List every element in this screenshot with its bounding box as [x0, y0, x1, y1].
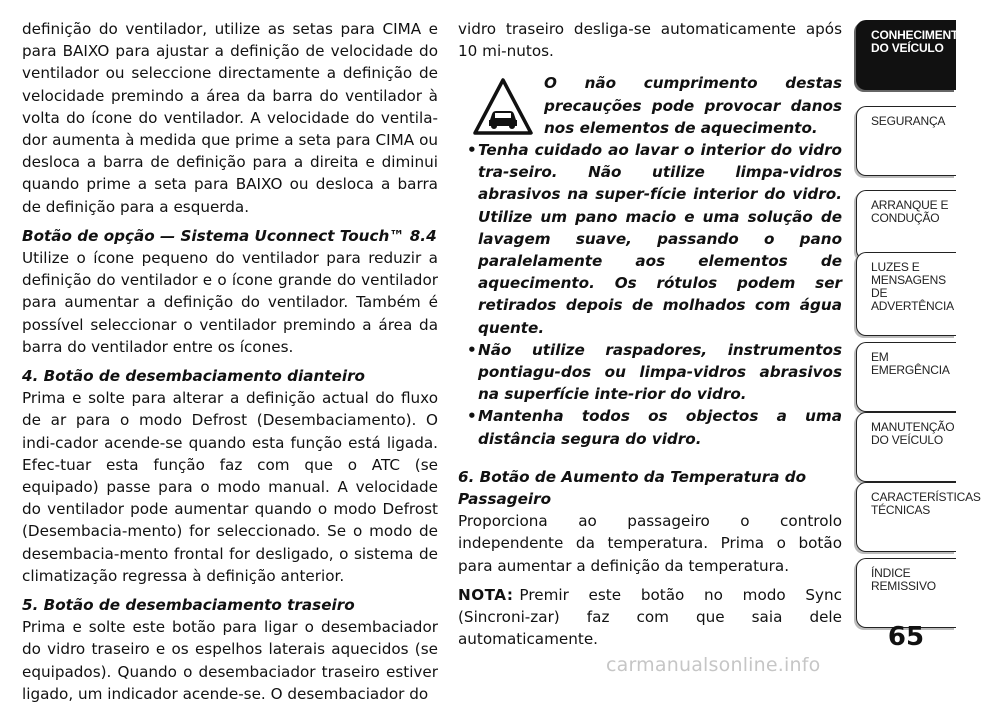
heading-option-button: Botão de opção — Sistema Uconnect Touch™ 8.4: [22, 226, 437, 245]
paragraph-fan-setting: definição do ventilador, utilize as setas para CIMA e para BAIXO para ajustar a definição de velocidade do ventilador ou seleccione directamente a definição de velocidade premindo a área da barra do ventilador à volta do ícone do ventilador. A velocidade do ventila-dor aumenta à medida que prime a seta para CIMA ou desloca a barra de definição para a direita e diminui quando prime a seta para BAIXO ou desloca a barra de definição para a esquerda.: [22, 20, 438, 216]
note-text: Premir este botão no modo Sync (Sincroni-zar) faz com que saia dele automaticamente.: [458, 585, 842, 649]
note-label: NOTA:: [458, 585, 514, 604]
paragraph-passenger-temp: Proporciona ao passageiro o controlo independente da temperatura. Prima o botão para aumentar a definição da temperatura.: [458, 512, 842, 575]
warning-title: O não cumprimento destas precauções pode provocar danos nos elementos de aquecimento.: [544, 74, 842, 137]
paragraph-rear-defrost-continued: vidro traseiro desliga-se automaticamente após 10 mi-nutos.: [458, 20, 842, 61]
tab-seguranca[interactable]: SEGURANÇA: [856, 106, 956, 176]
left-column: [22, 18, 438, 705]
tab-manutencao-do-veiculo[interactable]: MANUTENÇÃO DO VEÍCULO: [856, 412, 956, 482]
heading-rear-defrost: 5. Botão de desembaciamento traseiro: [22, 596, 355, 615]
paragraph-front-defrost: Prima e solte para alterar a definição actual do fluxo de ar para o modo Defrost (Desembaciamento). O indi-cador acende-se quando esta função está ligada. Efec-tuar esta função faz com que o ATC (se equipado) passe para o modo manual. A velocidade do ventilador pode aumentar quando o modo Defrost (Desembacia-mento) for seleccionado. Se o modo de desembacia-mento frontal for desligado, o sistema de climatização regressa à definição anterior.: [22, 389, 438, 585]
tab-em-emergencia[interactable]: EM EMERGÊNCIA: [856, 342, 956, 412]
heading-passenger-temp: 6. Botão de Aumento da Temperatura do Passageiro: [458, 467, 807, 509]
tab-indice-remissivo[interactable]: ÍNDICE REMISSIVO: [856, 558, 956, 628]
warning-header: [462, 72, 842, 139]
tab-caracteristicas-tecnicas[interactable]: CARACTERÍSTICAS TÉCNICAS: [856, 482, 956, 552]
watermark: carmanualsonline.info: [606, 654, 821, 676]
heading-front-defrost: 4. Botão de desembaciamento dianteiro: [22, 367, 365, 386]
note: [458, 584, 842, 651]
right-column: [458, 18, 842, 650]
tab-arranque-e-conducao[interactable]: ARRANQUE E CONDUÇÃO: [856, 190, 956, 260]
warning-box: [458, 72, 842, 449]
paragraph-option-button: Utilize o ícone pequeno do ventilador para reduzir a definição do ventilador e o ícone grande do ventilador para aumentar a definição do ventilador. Também é possível seleccionar o ventilador premindo a área da barra do ventilador entre os ícones.: [22, 249, 438, 356]
page-number: 65: [887, 622, 925, 652]
warning-item: •Tenha cuidado ao lavar o interior do vidro tra-seiro. Não utilize limpa-vidros abrasivos na super-fície interior do vidro. Utilize um pano macio e uma solução de lavagem suave, passando o pano paralelamente aos elementos de aquecimento. Os rótulos podem ser retirados depois de molhados com água quente.: [467, 141, 842, 337]
tab-luzes-e-mensagens[interactable]: LUZES E MENSAGENS DE ADVERTÊNCIA: [856, 252, 956, 336]
tab-conhecimento-do-veiculo[interactable]: CONHECIMENTO DO VEÍCULO: [856, 20, 956, 90]
paragraph-rear-defrost: Prima e solte este botão para ligar o desembaciador do vidro traseiro e os espelhos laterais aquecidos (se equipados). Quando o desembaciador traseiro estiver ligado, um indicador acende-se. O desembaciador do: [22, 618, 438, 703]
warning-item: •Não utilize raspadores, instrumentos pontiagu-dos ou limpa-vidros abrasivos na superfície inte-rior do vidro.: [467, 340, 842, 404]
warning-triangle-car-icon: [472, 76, 534, 138]
warning-item: •Mantenha todos os objectos a uma distância segura do vidro.: [467, 407, 842, 448]
